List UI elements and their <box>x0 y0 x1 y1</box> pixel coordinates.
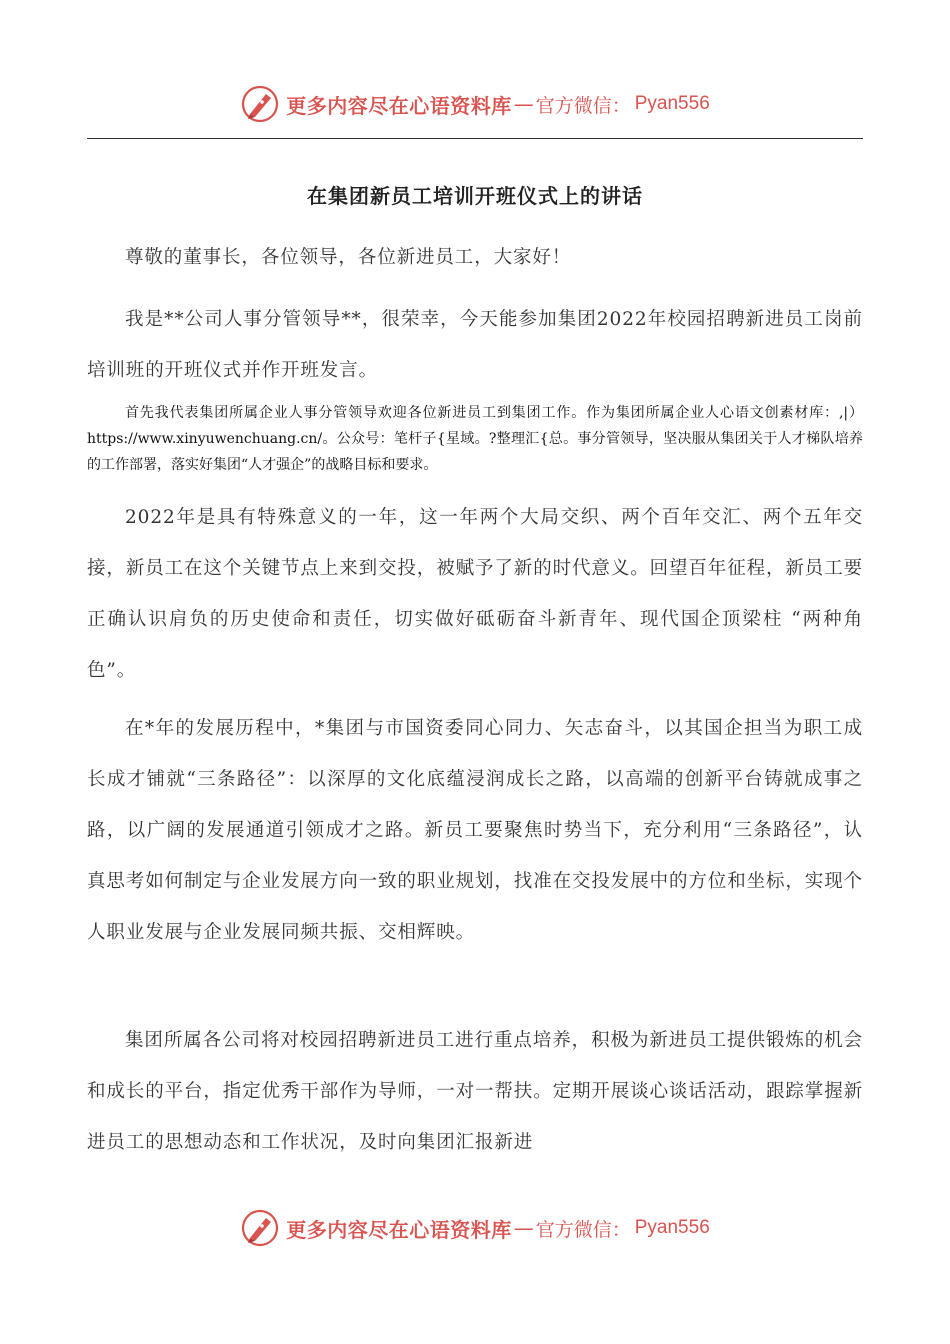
banner-brand-text: 更多内容尽在心语资料库 <box>286 1217 512 1242</box>
footer-banner <box>0 1206 950 1250</box>
banner-wechat-label: 官方微信： <box>535 94 631 117</box>
banner-separator: — <box>513 1216 534 1240</box>
paragraph-greeting: 尊敬的董事长，各位领导，各位新进员工，大家好！ <box>125 247 572 268</box>
paragraph-welcome: 首先我代表集团所属企业人事分管领导欢迎各位新进员工到集团工作。作为集团所属企业人心语文创素材库：,|）https://www.xinyuwenchuang.cn/。公众号：笔杆子{星域。?整理汇{总。事分管领导，坚决服从集团关于人才梯队培养的工作部署，落实好集团“人才强企”的战略目标和要求。 <box>87 405 863 473</box>
pen-nib-logo-icon <box>240 84 280 124</box>
banner-separator: — <box>513 92 534 116</box>
banner-wechat-id: Pyan556 <box>634 1217 710 1238</box>
banner-wechat-id: Pyan556 <box>634 93 710 114</box>
paragraph-2022-significance: 2022年是具有特殊意义的一年，这一年两个大局交织、两个百年交汇、两个五年交接，新员工在这个关键节点上来到交投，被赋予了新的时代意义。回望百年征程，新员工要正确认识肩负的历史使命和责任，切实做好砥砺奋斗新青年、现代国企顶梁柱 “两种角色”。 <box>87 507 864 681</box>
banner-brand-text: 更多内容尽在心语资料库 <box>286 93 512 118</box>
banner-wechat-label: 官方微信： <box>535 1218 631 1241</box>
pen-nib-logo-icon <box>240 1208 280 1248</box>
paragraph-introduction: 我是**公司人事分管领导**，很荣幸，今天能参加集团2022年校园招聘新进员工岗前培训班的开班仪式并作开班发言。 <box>87 309 863 381</box>
header-divider <box>87 138 863 139</box>
header-banner <box>0 82 950 126</box>
document-title: 在集团新员工培训开班仪式上的讲话 <box>307 184 643 208</box>
paragraph-three-paths: 在*年的发展历程中，*集团与市国资委同心同力、矢志奋斗，以其国企担当为职工成长成才铺就“三条路径”：以深厚的文化底蕴浸润成长之路，以高端的创新平台铸就成事之路，以广阔的发展通道引领成才之路。新员工要聚焦时势当下，充分利用“三条路径”，认真思考如何制定与企业发展方向一致的职业规划，找准在交投发展中的方位和坐标，实现个人职业发展与企业发展同频共振、交相辉映。 <box>87 718 864 943</box>
paragraph-training-plan: 集团所属各公司将对校园招聘新进员工进行重点培养，积极为新进员工提供锻炼的机会和成长的平台，指定优秀干部作为导师，一对一帮扶。定期开展谈心谈话活动，跟踪掌握新进员工的思想动态和工作状况，及时向集团汇报新进 <box>87 1030 864 1153</box>
